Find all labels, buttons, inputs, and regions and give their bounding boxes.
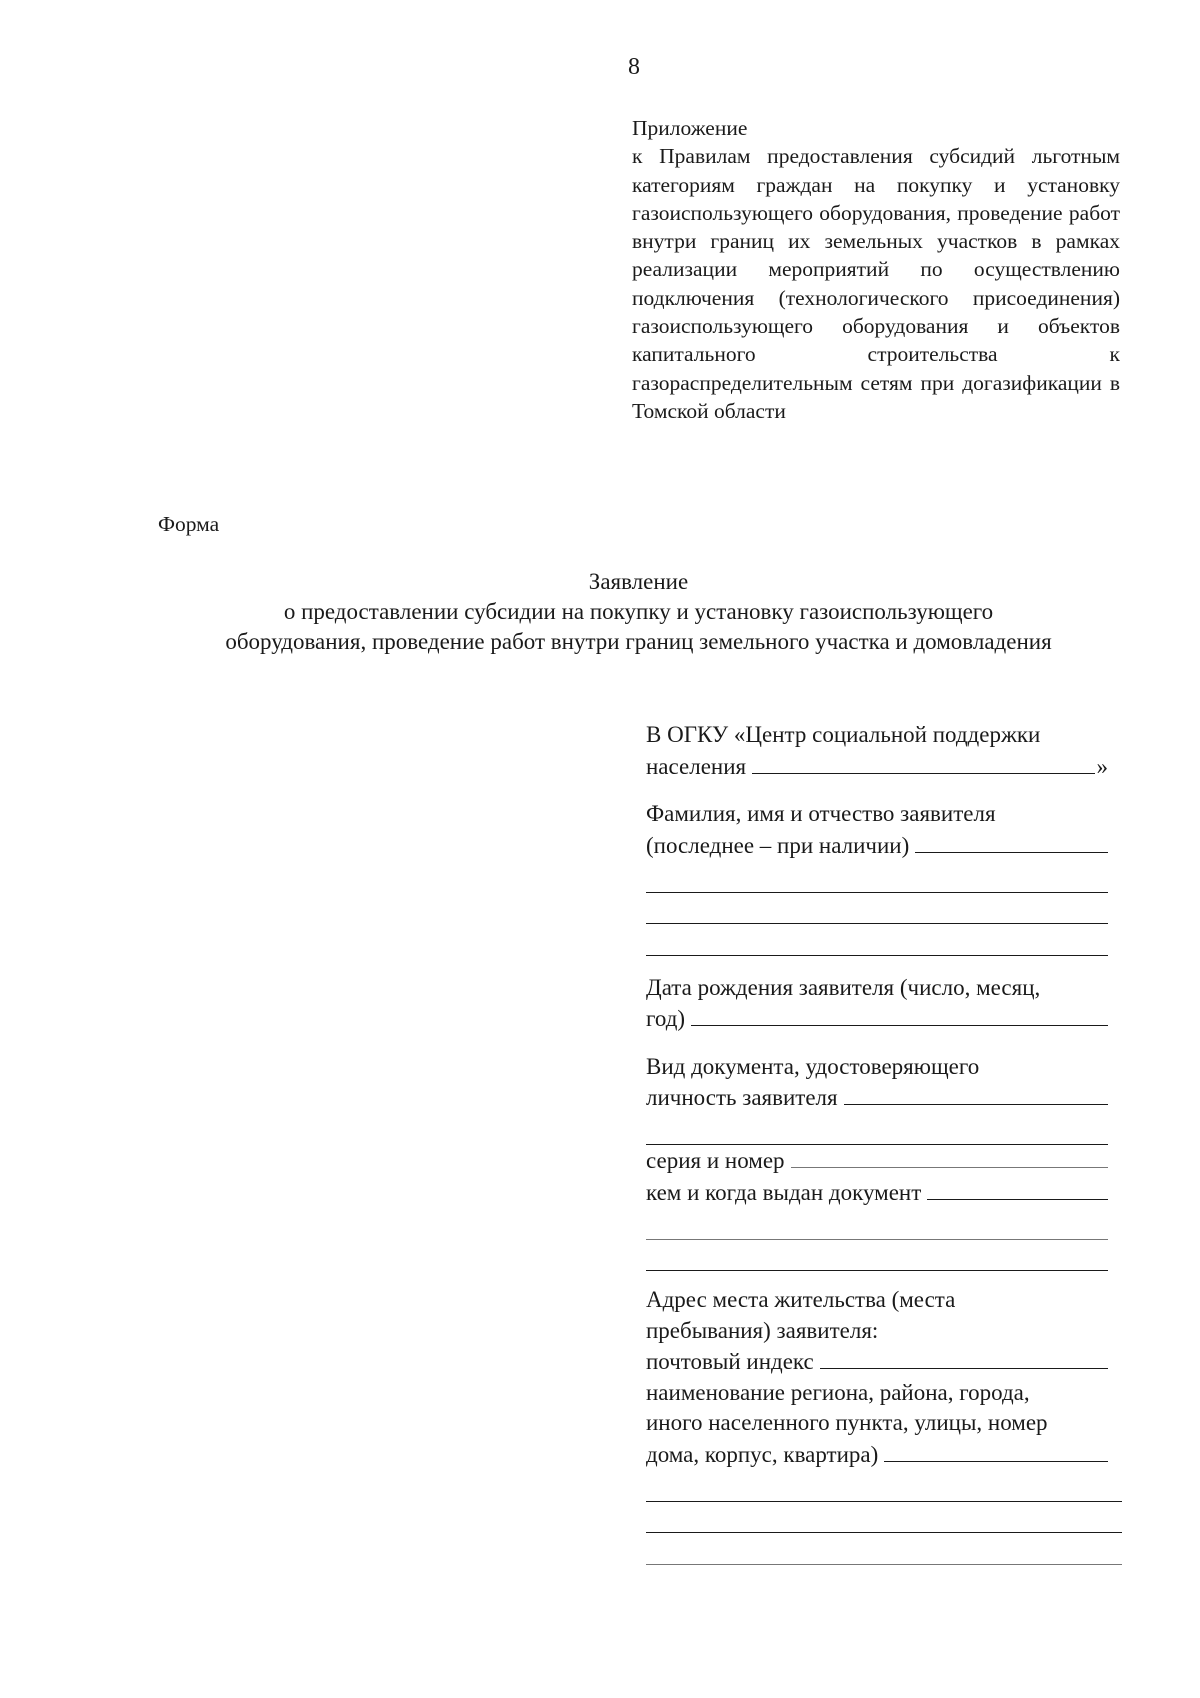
fio-label-1: Фамилия, имя и отчество заявителя (646, 801, 996, 826)
region-label-1: наименование региона, района, города, (646, 1379, 1030, 1405)
region-label-2: иного населенного пункта, улицы, номер (646, 1410, 1048, 1435)
birth-block (646, 973, 1108, 1035)
title-line-2: о предоставлении субсидии на покупку и установку газоиспользующего (283, 599, 994, 624)
recipient-quote-end: » (1096, 753, 1108, 779)
address-blank[interactable] (884, 1439, 1108, 1462)
series-blank[interactable] (791, 1145, 1108, 1168)
applicant-fields (646, 720, 1108, 1582)
series-label: серия и номер (646, 1148, 785, 1173)
region-row (646, 1439, 1108, 1471)
title-line-3: оборудования, проведение работ внутри границ земельного участка и домовладения (225, 629, 1052, 654)
fio-block (646, 799, 1108, 956)
appendix-block (632, 114, 1120, 425)
address-blank-line[interactable] (646, 1502, 1122, 1534)
recipient-block (646, 720, 1108, 782)
address-label-1: Адрес места жительства (места (646, 1287, 956, 1312)
appendix-text: к Правилам предоставления субсидий льготным категориям граждан на покупку и установку газоиспользующего оборудования, проведение работ внутри границ их земельных участков в рамках реализации мероприятий по осуществлению подключения (технологического присоединения) газоиспользующего оборудования и объектов капитального строительства к газораспределительным сетям при догазификации в Томской области (632, 144, 1120, 423)
form-label: Форма (158, 512, 220, 536)
doc-label-2: личность заявителя (646, 1085, 838, 1110)
recipient-text-1: В ОГКУ «Центр социальной поддержки (646, 722, 1041, 747)
doc-label-1: Вид документа, удостоверяющего (646, 1053, 980, 1079)
postcode-row (646, 1346, 1108, 1378)
issued-blank-line[interactable] (646, 1240, 1108, 1272)
issued-label: кем и когда выдан документ (646, 1179, 922, 1205)
recipient-row (646, 751, 1108, 783)
address-blank-line[interactable] (646, 1533, 1122, 1565)
birth-row (646, 1003, 1108, 1035)
birth-blank[interactable] (691, 1003, 1108, 1026)
doc-type-blank[interactable] (844, 1082, 1108, 1105)
doc-row (646, 1082, 1108, 1114)
address-block (646, 1285, 1108, 1565)
document-title (100, 567, 1177, 657)
fio-blank-line[interactable] (646, 924, 1108, 956)
doc-type-blank-line[interactable] (646, 1114, 1108, 1146)
recipient-blank[interactable] (752, 751, 1094, 774)
issued-blank[interactable] (927, 1177, 1108, 1200)
birth-label-1: Дата рождения заявителя (число, месяц, (646, 974, 1041, 1000)
fio-blank-line[interactable] (646, 893, 1108, 925)
appendix-heading: Приложение (632, 116, 748, 140)
postcode-label: почтовый индекс (646, 1349, 814, 1374)
fio-blank-line[interactable] (646, 861, 1108, 893)
series-row (646, 1145, 1108, 1177)
birth-label-2: год) (646, 1006, 686, 1031)
recipient-text-2: населения (646, 753, 747, 779)
postcode-blank[interactable] (820, 1346, 1108, 1369)
issued-blank-line[interactable] (646, 1208, 1108, 1240)
fio-label-2: (последнее – при наличии) (646, 832, 910, 858)
address-label-2: пребывания) заявителя: (646, 1317, 879, 1343)
region-label-3: дома, корпус, квартира) (646, 1441, 879, 1467)
title-line-1: Заявление (588, 569, 689, 594)
address-blank-line[interactable] (646, 1470, 1122, 1502)
fio-row (646, 830, 1108, 862)
fio-blank[interactable] (915, 830, 1108, 853)
issued-row (646, 1177, 1108, 1209)
id-document-block (646, 1052, 1108, 1272)
page-number: 8 (628, 54, 640, 80)
